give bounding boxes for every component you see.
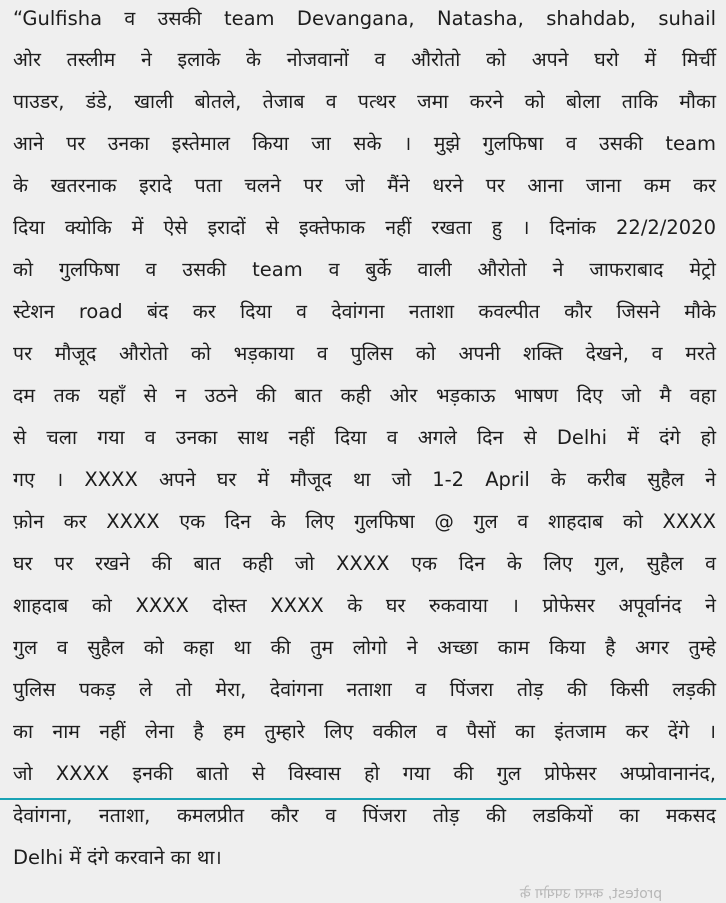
strikethrough-rule bbox=[0, 798, 726, 800]
text-line-3: पाउडर, डंडे, खाली बोतले, तेजाब व पत्थर जमा करने को बोला ताकि मौका bbox=[13, 90, 716, 113]
text-line-8: स्टेशन road बंद कर दिया व देवांगना नताशा कवल्पीत कौर जिसने मौके bbox=[13, 300, 716, 323]
text-line-16: गुल व सुहैल को कहा था की तुम लोगो ने अच्छा काम किया है अगर तुम्हे bbox=[13, 636, 716, 659]
text-line-11: से चला गया व उनका साथ नहीं दिया व अगले दिन से Delhi में दंगे हो bbox=[13, 426, 716, 449]
text-line-10: दम तक यहाँ से न उठने की बात कही ओर भड़काऊ भाषण दिए जो मै वहा bbox=[13, 384, 716, 407]
text-line-15: शाहदाब को XXXX दोस्त XXXX के घर रुकवाया । प्रोफेसर अपूर्वानंद ने bbox=[13, 594, 716, 617]
text-line-9: पर मौजूद औरोतो को भड़काया व पुलिस को अपनी शक्ति देखने, व मरते bbox=[13, 342, 716, 365]
text-line-14: घर पर रखने की बात कही जो XXXX एक दिन के लिए गुल, सुहैल व bbox=[13, 552, 716, 575]
text-line-12: गए । XXXX अपने घर में मौजूद था जो 1-2 April के करीब सुहैल ने bbox=[13, 468, 716, 491]
text-line-1: “Gulfisha व उसकी team Devangana, Natasha, shahdab, suhail bbox=[13, 7, 716, 30]
text-line-21: Delhi में दंगे करवाने का था। bbox=[13, 846, 222, 869]
text-line-13: फ़ोन कर XXXX एक दिन के लिए गुलफिषा @ गुल व शाहदाब को XXXX bbox=[13, 510, 716, 533]
text-line-2: ओर तस्लीम ने इलाके के नोजवानों व औरोतो को अपने घरो में मिर्ची bbox=[13, 48, 716, 71]
text-line-20: देवांगना, नताशा, कमलप्रीत कौर व पिंजरा तोड़ की लडकियों का मकसद bbox=[13, 804, 716, 827]
bleed-through-text: protest, कमरा उपयोग के bbox=[520, 886, 663, 902]
text-line-6: दिया क्योकि में ऐसे इरादों से इक्तेफाक नहीं रखता हु । दिनांक 22/2/2020 bbox=[13, 216, 716, 239]
text-line-5: के खतरनाक इरादे पता चलने पर जो मैंने धरने पर आना जाना कम कर bbox=[13, 174, 716, 197]
text-line-17: पुलिस पकड़ ले तो मेरा, देवांगना नताशा व पिंजरा तोड़ की किसी लड़की bbox=[13, 678, 716, 701]
text-line-19: जो XXXX इनकी बातो से विस्वास हो गया की गुल प्रोफेसर अप्प्रोवानानंद, bbox=[13, 762, 716, 785]
text-line-7: को गुलफिषा व उसकी team व बुर्के वाली औरोतो ने जाफराबाद मेट्रो bbox=[13, 258, 716, 281]
text-line-4: आने पर उनका इस्तेमाल किया जा सके । मुझे गुलफिषा व उसकी team bbox=[13, 132, 716, 155]
text-line-18: का नाम नहीं लेना है हम तुम्हारे लिए वकील व पैसों का इंतजाम कर देंगे । bbox=[13, 720, 716, 743]
